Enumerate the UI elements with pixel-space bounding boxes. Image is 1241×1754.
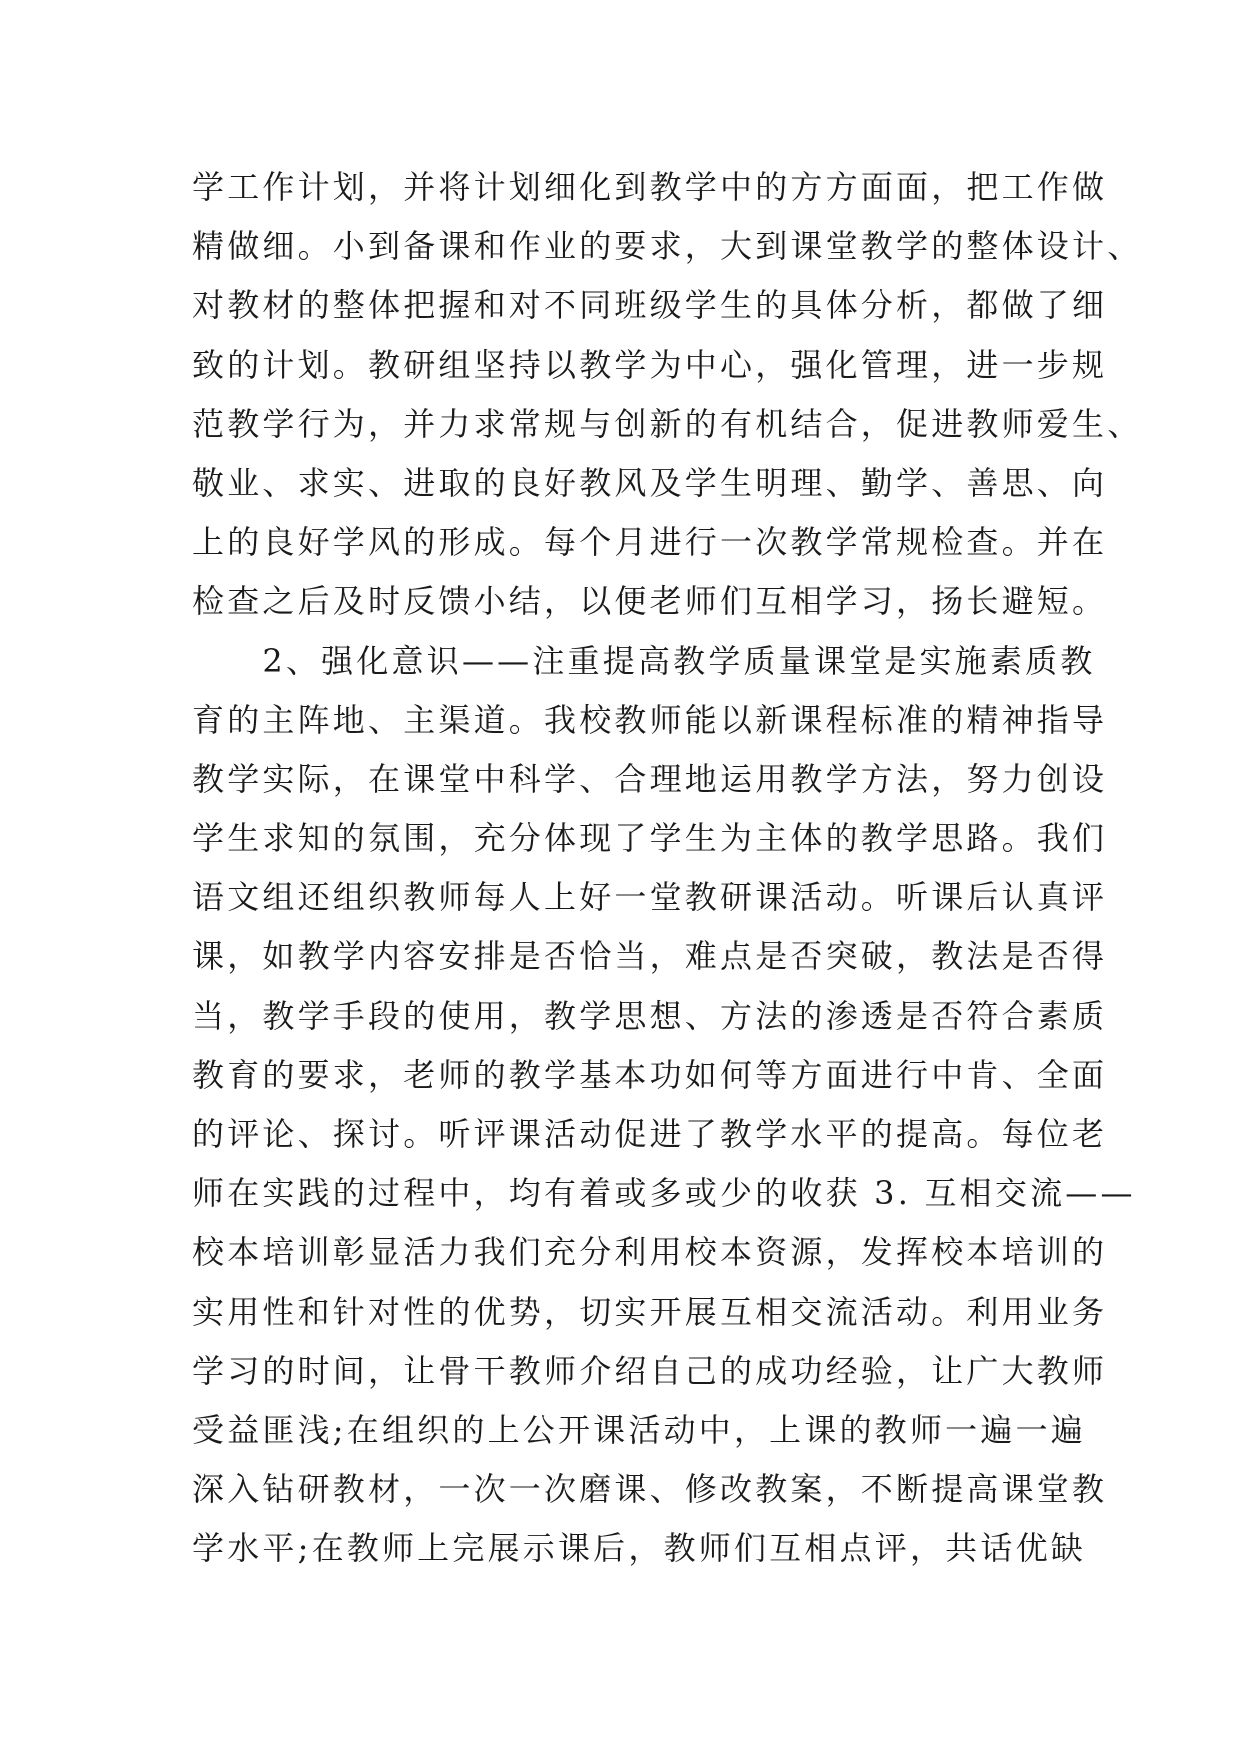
text-line: 对教材的整体把握和对不同班级学生的具体分析，都做了细	[192, 286, 1108, 325]
text-line: 学工作计划，并将计划细化到教学中的方方面面，把工作做	[192, 168, 1108, 206]
text-line: 受益匪浅;在组织的上公开课活动中，上课的教师一遍一遍	[192, 1410, 1086, 1449]
text-line: 学水平;在教师上完展示课后，教师们互相点评，共话优缺	[192, 1529, 1086, 1568]
text-line: 师在实践的过程中，均有着或多或少的收获 3. 互相交流——	[192, 1174, 1136, 1213]
text-line: 深入钻研教材，一次一次磨课、修改教案，不断提高课堂教	[192, 1470, 1108, 1509]
text-line: 课，如教学内容安排是否恰当，难点是否突破，教法是否得	[192, 937, 1108, 976]
text-line: 精做细。小到备课和作业的要求，大到课堂教学的整体设计、	[192, 227, 1143, 266]
text-line: 教育的要求，老师的教学基本功如何等方面进行中肯、全面	[192, 1055, 1108, 1094]
text-line: 范教学行为，并力求常规与创新的有机结合，促进教师爱生、	[192, 404, 1143, 443]
text-line: 致的计划。教研组坚持以教学为中心，强化管理，进一步规	[192, 345, 1108, 384]
text-line: 校本培训彰显活力我们充分利用校本资源，发挥校本培训的	[192, 1233, 1108, 1272]
text-line: 学生求知的氛围，充分体现了学生为主体的教学思路。我们	[192, 819, 1108, 858]
body-text	[192, 158, 1143, 1579]
text-line: 育的主阵地、主渠道。我校教师能以新课程标准的精神指导	[192, 700, 1108, 739]
text-line: 语文组还组织教师每人上好一堂教研课活动。听课后认真评	[192, 878, 1108, 917]
paragraph-start-line: 2、强化意识——注重提高教学质量课堂是实施素质教	[192, 641, 1096, 680]
text-line: 上的良好学风的形成。每个月进行一次教学常规检查。并在	[192, 523, 1108, 562]
text-line: 的评论、探讨。听评课活动促进了教学水平的提高。每位老	[192, 1115, 1108, 1153]
text-line: 实用性和针对性的优势，切实开展互相交流活动。利用业务	[192, 1292, 1108, 1331]
text-line: 教学实际，在课堂中科学、合理地运用教学方法，努力创设	[192, 759, 1108, 798]
text-line: 敬业、求实、进取的良好教风及学生明理、勤学、善思、向	[192, 463, 1108, 502]
text-line: 当，教学手段的使用，教学思想、方法的渗透是否符合素质	[192, 996, 1108, 1035]
text-line: 学习的时间，让骨干教师介绍自己的成功经验，让广大教师	[192, 1351, 1108, 1390]
text-line: 检查之后及时反馈小结，以便老师们互相学习，扬长避短。	[192, 582, 1108, 621]
